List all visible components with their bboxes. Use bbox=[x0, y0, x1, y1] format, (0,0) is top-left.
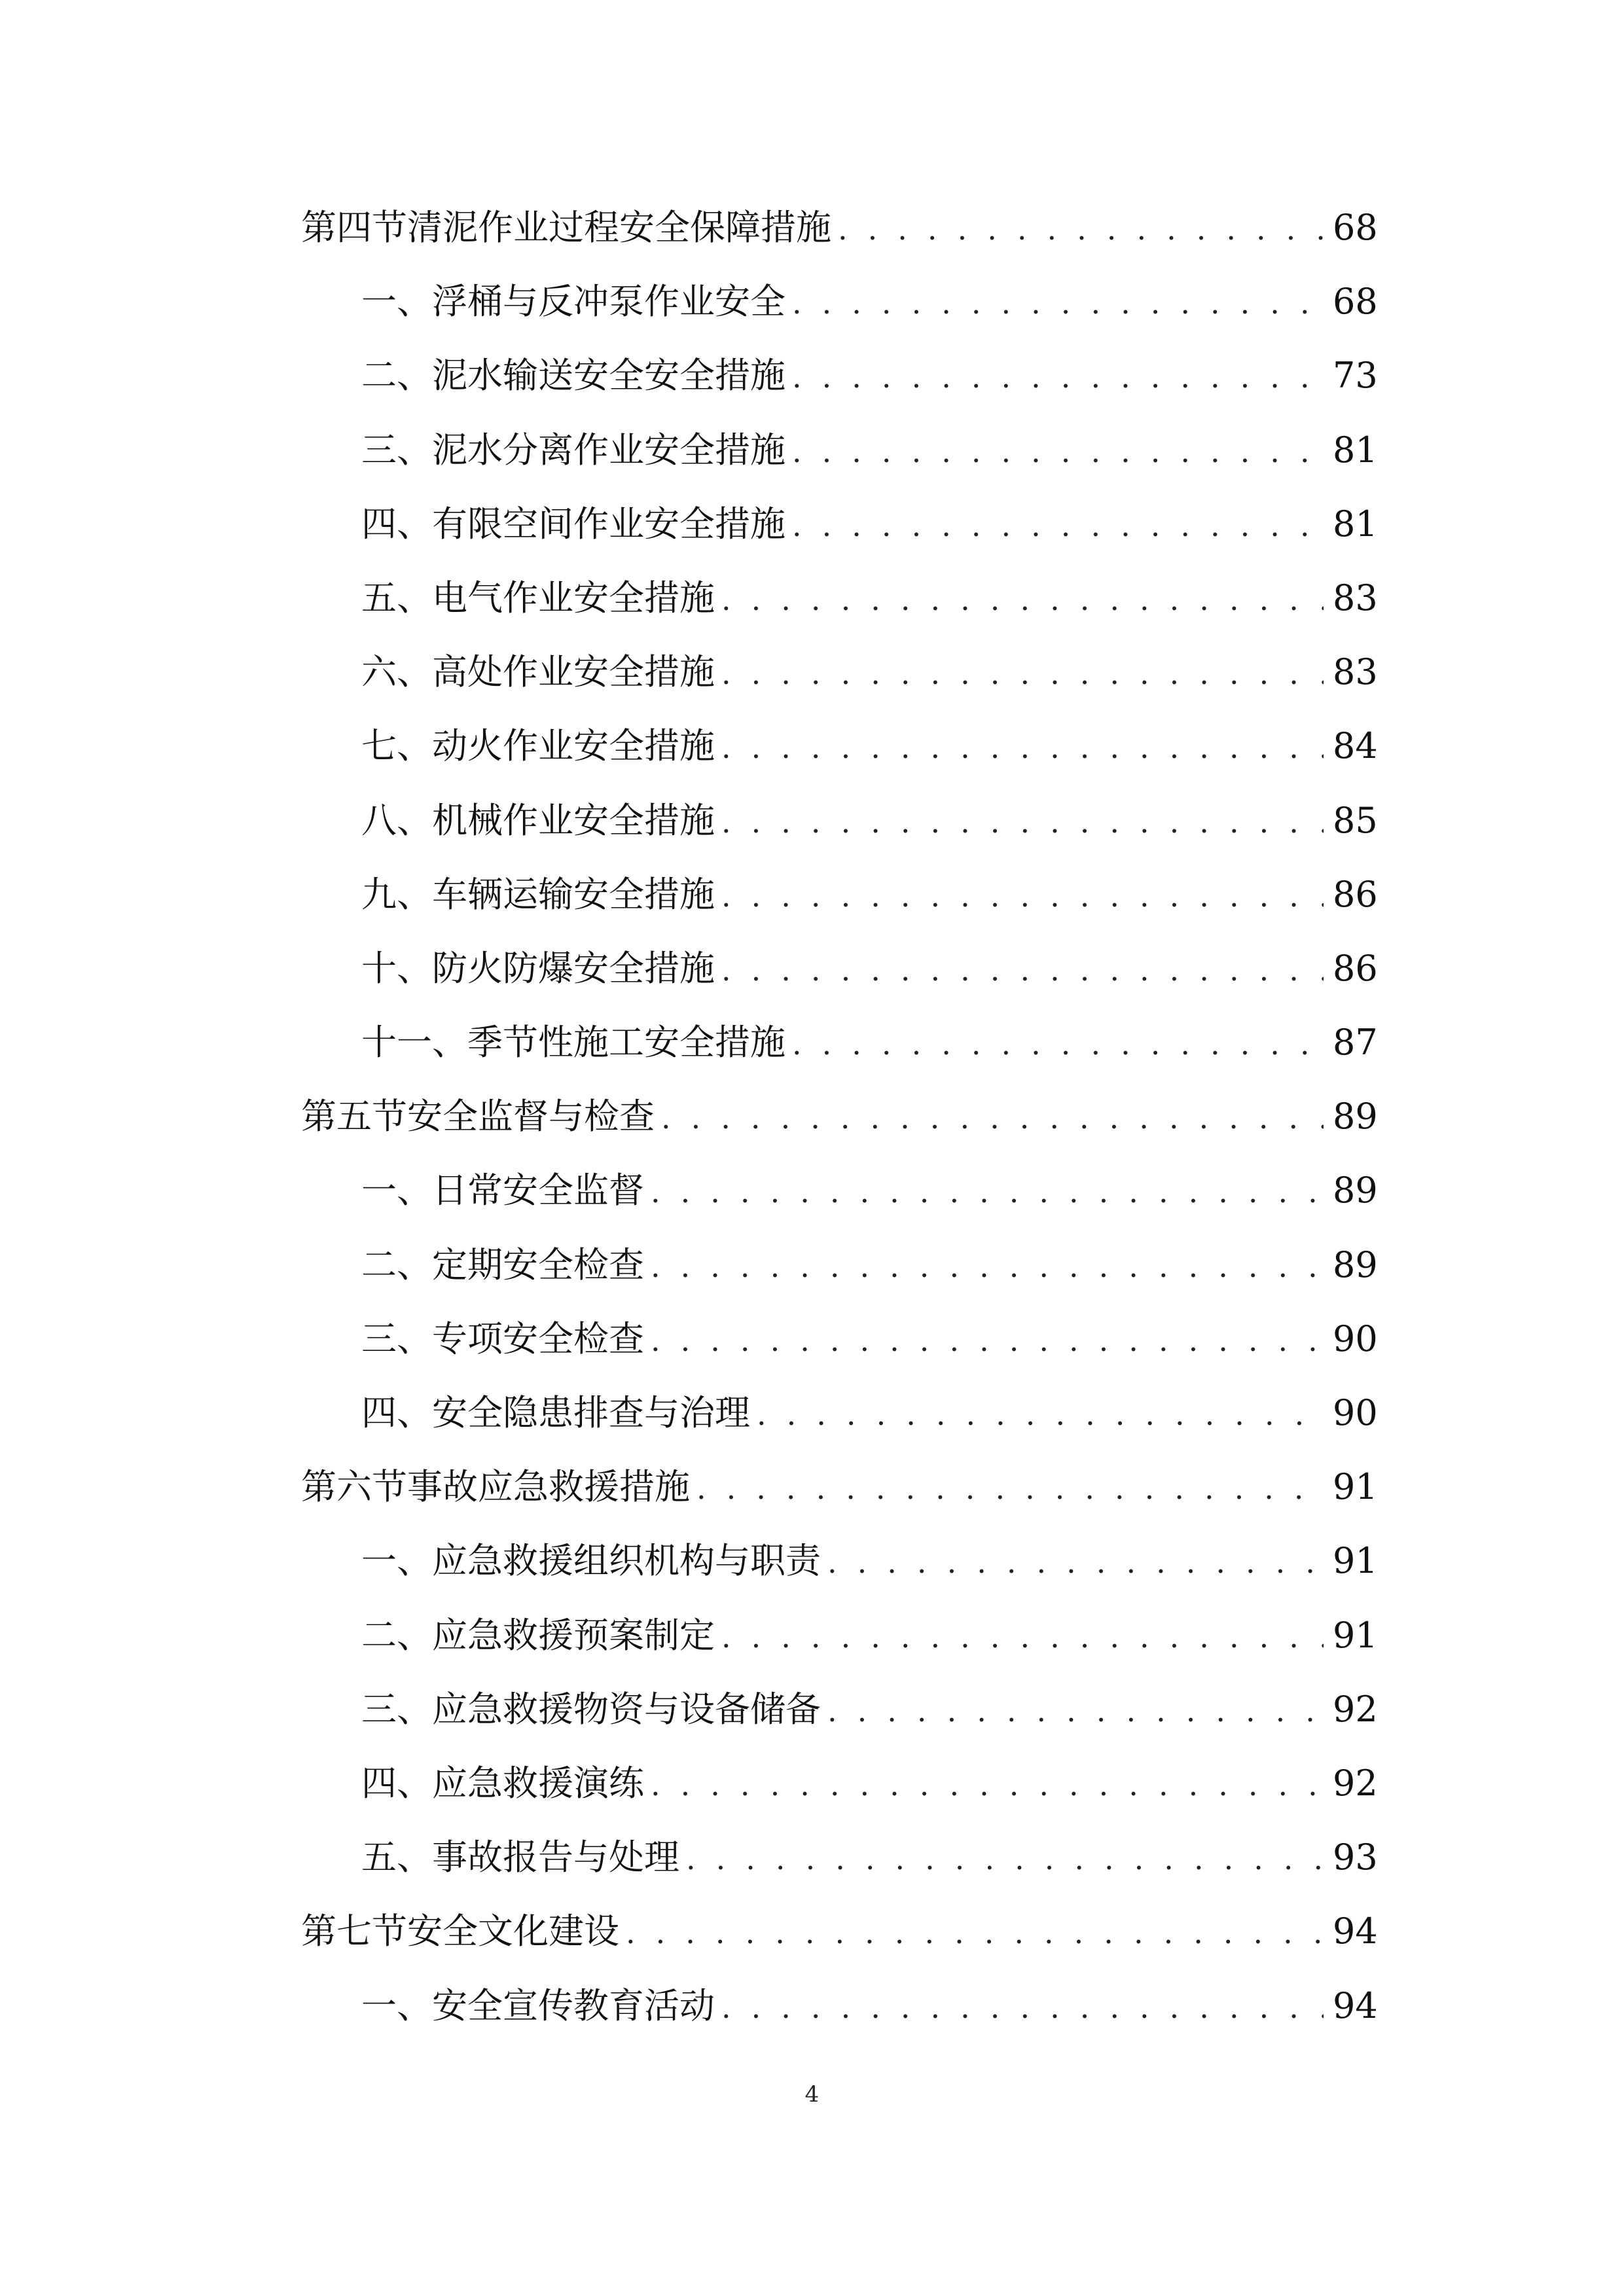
toc-title: 机械作业安全措施 bbox=[432, 799, 715, 841]
dot-leader bbox=[838, 192, 1324, 266]
toc-number: 四、 bbox=[361, 1762, 432, 1804]
toc-number: 十、 bbox=[361, 947, 432, 989]
toc-title: 高处作业安全措施 bbox=[432, 651, 715, 693]
dot-leader bbox=[827, 1674, 1324, 1748]
toc-page-number: 73 bbox=[1333, 355, 1378, 397]
dot-leader bbox=[721, 859, 1324, 933]
toc-section-4[interactable] bbox=[301, 190, 1378, 264]
table-of-contents bbox=[301, 190, 1378, 2043]
dot-leader bbox=[827, 1526, 1324, 1600]
toc-item[interactable] bbox=[301, 1969, 1378, 2043]
toc-page-number: 83 bbox=[1333, 651, 1378, 693]
toc-page-number: 89 bbox=[1333, 1244, 1378, 1285]
toc-page-number: 84 bbox=[1333, 725, 1378, 767]
toc-number: 第四节 bbox=[301, 207, 407, 248]
toc-page-number: 92 bbox=[1333, 1688, 1378, 1730]
toc-title: 泥水分离作业安全措施 bbox=[432, 429, 785, 471]
toc-title: 应急救援组织机构与职责 bbox=[432, 1540, 821, 1582]
toc-item[interactable] bbox=[301, 264, 1378, 338]
toc-page-number: 89 bbox=[1333, 1170, 1378, 1211]
toc-page-number: 91 bbox=[1333, 1540, 1378, 1582]
toc-number: 九、 bbox=[361, 873, 432, 915]
dot-leader bbox=[686, 1822, 1324, 1896]
toc-item[interactable] bbox=[301, 1302, 1378, 1376]
toc-number: 一、 bbox=[361, 1170, 432, 1211]
toc-title: 日常安全监督 bbox=[432, 1170, 644, 1211]
toc-title: 安全隐患排查与治理 bbox=[432, 1392, 750, 1433]
toc-page-number: 68 bbox=[1333, 207, 1378, 248]
toc-number: 七、 bbox=[361, 725, 432, 767]
toc-page-number: 81 bbox=[1333, 429, 1378, 471]
dot-leader bbox=[696, 1452, 1324, 1526]
toc-page-number: 94 bbox=[1333, 1910, 1378, 1952]
toc-item[interactable] bbox=[301, 1376, 1378, 1450]
dot-leader bbox=[651, 1230, 1324, 1304]
toc-item[interactable] bbox=[301, 1228, 1378, 1302]
toc-number: 三、 bbox=[361, 1688, 432, 1730]
toc-page-number: 92 bbox=[1333, 1762, 1378, 1804]
toc-title: 泥水输送安全安全措施 bbox=[432, 355, 785, 397]
toc-item[interactable] bbox=[301, 857, 1378, 931]
toc-section-7[interactable] bbox=[301, 1894, 1378, 1968]
toc-page-number: 91 bbox=[1333, 1466, 1378, 1508]
dot-leader bbox=[721, 637, 1324, 711]
toc-title: 安全宣传教育活动 bbox=[432, 1984, 715, 2026]
toc-number: 三、 bbox=[361, 1318, 432, 1359]
toc-item[interactable] bbox=[301, 338, 1378, 412]
toc-number: 第五节 bbox=[301, 1096, 407, 1138]
toc-item[interactable] bbox=[301, 709, 1378, 783]
toc-number: 二、 bbox=[361, 1244, 432, 1285]
toc-section-5[interactable] bbox=[301, 1079, 1378, 1153]
toc-item[interactable] bbox=[301, 783, 1378, 857]
dot-leader bbox=[721, 933, 1324, 1007]
toc-number: 一、 bbox=[361, 1540, 432, 1582]
toc-page-number: 89 bbox=[1333, 1096, 1378, 1138]
toc-item[interactable] bbox=[301, 1672, 1378, 1746]
toc-title: 定期安全检查 bbox=[432, 1244, 644, 1285]
toc-page-number: 91 bbox=[1333, 1614, 1378, 1656]
page-number: 4 bbox=[804, 2081, 820, 2108]
toc-item[interactable] bbox=[301, 1005, 1378, 1079]
dot-leader bbox=[721, 785, 1324, 859]
toc-page-number: 86 bbox=[1333, 873, 1378, 915]
toc-number: 二、 bbox=[361, 355, 432, 397]
toc-number: 六、 bbox=[361, 651, 432, 693]
toc-title: 事故应急救援措施 bbox=[407, 1466, 690, 1508]
dot-leader bbox=[661, 1081, 1324, 1155]
dot-leader bbox=[626, 1896, 1324, 1970]
toc-number: 一、 bbox=[361, 281, 432, 323]
toc-number: 第六节 bbox=[301, 1466, 407, 1508]
dot-leader bbox=[721, 1600, 1324, 1674]
toc-title: 安全文化建设 bbox=[407, 1910, 619, 1952]
toc-number: 四、 bbox=[361, 1392, 432, 1433]
toc-number: 八、 bbox=[361, 799, 432, 841]
toc-item[interactable] bbox=[301, 487, 1378, 561]
toc-item[interactable] bbox=[301, 1524, 1378, 1598]
toc-number: 二、 bbox=[361, 1614, 432, 1656]
toc-item[interactable] bbox=[301, 1598, 1378, 1672]
toc-title: 车辆运输安全措施 bbox=[432, 873, 715, 915]
toc-title: 应急救援演练 bbox=[432, 1762, 644, 1804]
toc-title: 清泥作业过程安全保障措施 bbox=[407, 207, 831, 248]
toc-title: 浮桶与反冲泵作业安全 bbox=[432, 281, 785, 323]
toc-page-number: 81 bbox=[1333, 503, 1378, 545]
toc-item[interactable] bbox=[301, 561, 1378, 635]
toc-number: 四、 bbox=[361, 503, 432, 545]
toc-number: 一、 bbox=[361, 1984, 432, 2026]
toc-item[interactable] bbox=[301, 413, 1378, 487]
dot-leader bbox=[792, 1007, 1324, 1081]
toc-page-number: 68 bbox=[1333, 281, 1378, 323]
toc-number: 十一、 bbox=[361, 1022, 467, 1064]
toc-page-number: 94 bbox=[1333, 1984, 1378, 2026]
dot-leader bbox=[792, 266, 1324, 340]
dot-leader bbox=[651, 1155, 1324, 1229]
dot-leader bbox=[792, 340, 1324, 414]
dot-leader bbox=[792, 415, 1324, 489]
toc-title: 专项安全检查 bbox=[432, 1318, 644, 1359]
dot-leader bbox=[721, 563, 1324, 637]
toc-page-number: 90 bbox=[1333, 1318, 1378, 1359]
toc-number: 五、 bbox=[361, 1837, 432, 1878]
toc-number: 五、 bbox=[361, 577, 432, 619]
dot-leader bbox=[721, 1971, 1324, 2045]
toc-title: 应急救援预案制定 bbox=[432, 1614, 715, 1656]
toc-title: 电气作业安全措施 bbox=[432, 577, 715, 619]
toc-title: 应急救援物资与设备储备 bbox=[432, 1688, 821, 1730]
dot-leader bbox=[792, 489, 1324, 563]
dot-leader bbox=[757, 1378, 1324, 1452]
toc-title: 事故报告与处理 bbox=[432, 1837, 679, 1878]
toc-section-6[interactable] bbox=[301, 1450, 1378, 1524]
toc-item[interactable] bbox=[301, 635, 1378, 709]
toc-number: 第七节 bbox=[301, 1910, 407, 1952]
toc-item[interactable] bbox=[301, 1746, 1378, 1820]
toc-title: 安全监督与检查 bbox=[407, 1096, 655, 1138]
toc-title: 季节性施工安全措施 bbox=[467, 1022, 785, 1064]
dot-leader bbox=[651, 1748, 1324, 1822]
toc-page-number: 87 bbox=[1333, 1022, 1378, 1064]
toc-item[interactable] bbox=[301, 931, 1378, 1005]
dot-leader bbox=[651, 1304, 1324, 1378]
toc-page-number: 93 bbox=[1333, 1837, 1378, 1878]
toc-item[interactable] bbox=[301, 1820, 1378, 1894]
toc-item[interactable] bbox=[301, 1153, 1378, 1227]
toc-page-number: 85 bbox=[1333, 799, 1378, 841]
toc-number: 三、 bbox=[361, 429, 432, 471]
toc-title: 防火防爆安全措施 bbox=[432, 947, 715, 989]
toc-page-number: 90 bbox=[1333, 1392, 1378, 1433]
toc-page-number: 86 bbox=[1333, 947, 1378, 989]
dot-leader bbox=[721, 711, 1324, 785]
toc-title: 动火作业安全措施 bbox=[432, 725, 715, 767]
toc-page-number: 83 bbox=[1333, 577, 1378, 619]
toc-title: 有限空间作业安全措施 bbox=[432, 503, 785, 545]
